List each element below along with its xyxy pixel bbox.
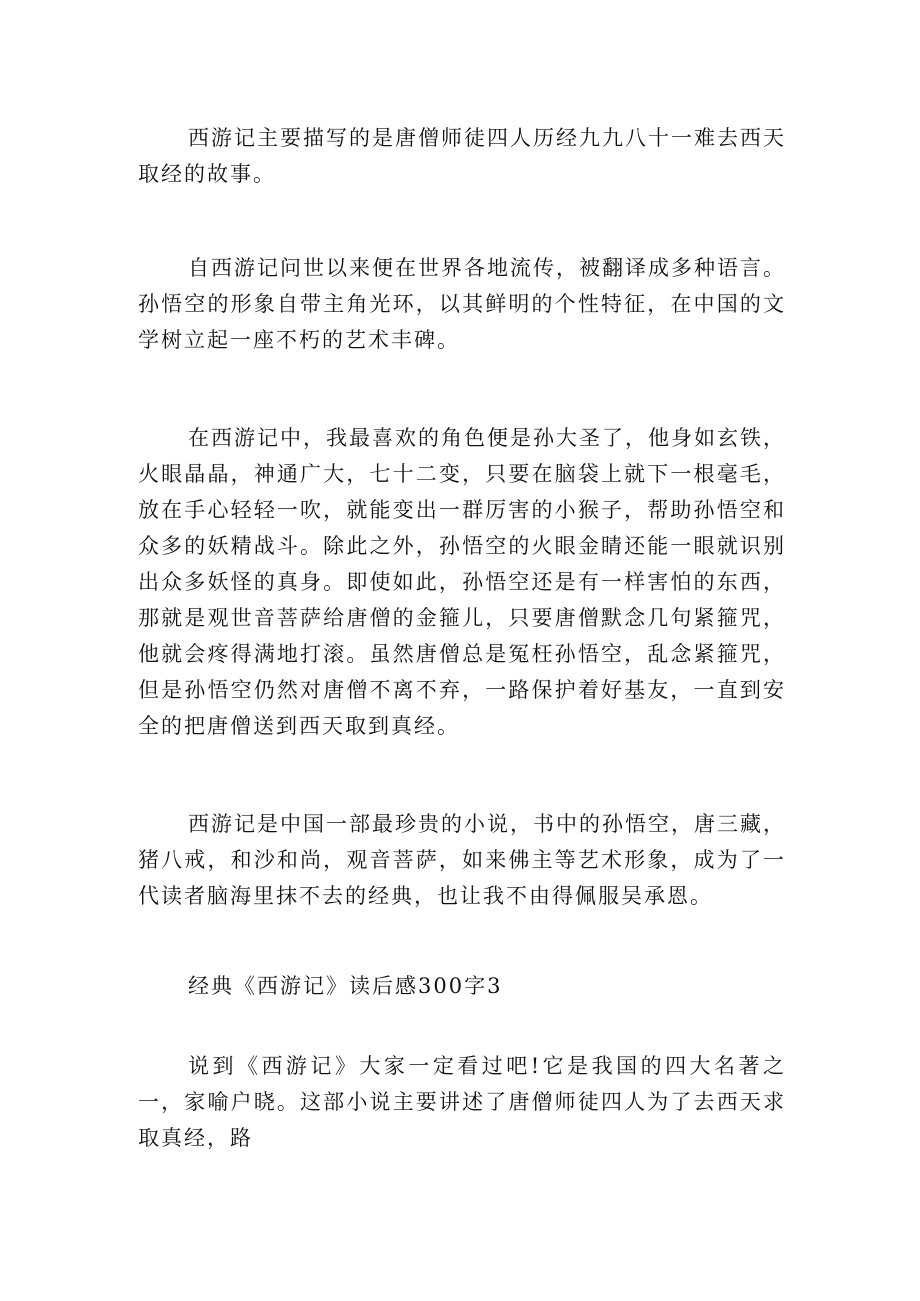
- paragraph-spread: 自西游记问世以来便在世界各地流传，被翻译成多种语言。孙悟空的形象自带主角光环，以其鲜明的个性特征，在中国的文学树立起一座不朽的艺术丰碑。: [138, 256, 786, 352]
- paragraph-conclusion: 西游记是中国一部最珍贵的小说，书中的孙悟空，唐三藏，猪八戒，和沙和尚，观音菩萨，如来佛主等艺术形象，成为了一代读者脑海里抹不去的经典，也让我不由得佩服吴承恩。: [138, 812, 786, 908]
- section-heading: 经典《西游记》读后感300字3: [188, 974, 503, 998]
- paragraph-next-essay: 说到《西游记》大家一定看过吧!它是我国的四大名著之一，家喻户晓。这部小说主要讲述了唐僧师徒四人为了去西天求取真经，路: [138, 1054, 786, 1150]
- paragraph-intro: 西游记主要描写的是唐僧师徒四人历经九九八十一难去西天取经的故事。: [138, 126, 786, 186]
- paragraph-favorite-character: 在西游记中，我最喜欢的角色便是孙大圣了，他身如玄铁，火眼晶晶，神通广大，七十二变，只要在脑袋上就下一根毫毛，放在手心轻轻一吹，就能变出一群厉害的小猴子，帮助孙悟空和众多的妖精战斗。除此之外，孙悟空的火眼金睛还能一眼就识别出众多妖怪的真身。即使如此，孙悟空还是有一样害怕的东西，那就是观世音菩萨给唐僧的金箍儿，只要唐僧默念几句紧箍咒，他就会疼得满地打滚。虽然唐僧总是冤枉孙悟空，乱念紧箍咒，但是孙悟空仍然对唐僧不离不弃，一路保护着好基友，一直到安全的把唐僧送到西天取到真经。: [138, 426, 786, 738]
